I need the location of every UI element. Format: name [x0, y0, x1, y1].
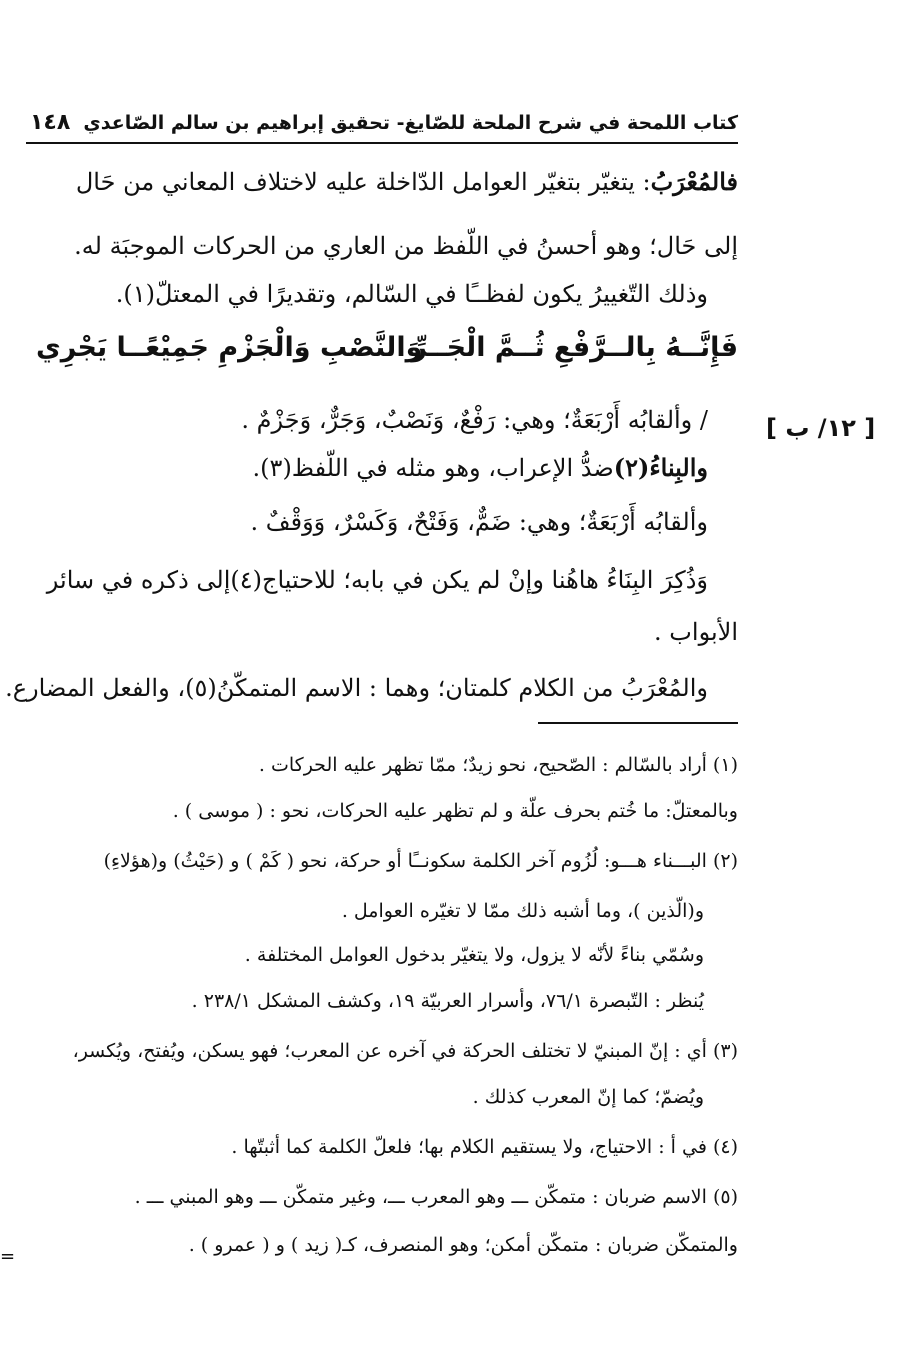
paragraph-line: والمُعْرَبُ من الكلام كلمتان؛ وهما : الاسم المتمكّنُ(٥)، والفعل المضارع.: [5, 674, 708, 702]
footnote-divider: [538, 722, 738, 724]
footnote-line: (٣) أي : إنّ المبنيّ لا تختلف الحركة في آخره عن المعرب؛ فهو يسكن، ويُفتح، ويُكسر،: [72, 1040, 738, 1062]
paragraph-line: إلى حَال؛ وهو أحسنُ في اللّفظ من العاري من الحركات الموجبَة له.: [74, 232, 738, 260]
footnote-line: (١) أراد بالسّالم : الصّحيح، نحو زيدٌ؛ ممّا تظهر عليه الحركات .: [258, 754, 738, 776]
page-number: ١٤٨: [30, 110, 71, 135]
manuscript-folio-marker: [ ١٢/ ب ]: [766, 414, 876, 442]
footnote-line: وبالمعتلّ: ما خُتم بحرف علّة و لم تظهر عليه الحركات، نحو : ( موسى ) .: [172, 800, 738, 822]
paragraph-line: الأبواب .: [654, 618, 738, 646]
continuation-mark: =: [0, 1246, 16, 1267]
header-title: كتاب اللمحة في شرح الملحة للصّايغ- تحقيق إبراهيم بن سالم الصّاعدي: [83, 112, 738, 134]
footnote-line: (٤) في أ : الاحتياج، ولا يستقيم الكلام بها؛ فلعلّ الكلمة كما أثبتّها .: [231, 1136, 738, 1158]
term-mu-rab: فالمُعْرَبُ: [650, 167, 738, 196]
paragraph-line: / وألقابُه أَرْبَعَةٌ؛ وهي: رَفْعٌ، وَنَصْبٌ، وَجَرٌّ، وَجَزْمٌ .: [241, 406, 708, 434]
footnote-line: (٥) الاسم ضربان : متمكّن ـــ وهو المعرب ـــ، وغير متمكّن ـــ وهو المبني ـــ .: [134, 1186, 738, 1208]
verse-hemistich-right: فَإِنَّــهُ بِالــرَّفْعِ ثُــمَّ الْجَــرِّ: [411, 332, 738, 363]
paragraph-line: وذلك التّغييرُ يكون لفظــًا في السّالم، وتقديرًا في المعتلّ(١).: [115, 280, 708, 308]
paragraph-line: [253, 448, 708, 488]
footnote-line: يُنظر : التّبصرة ٧٦/١، وأسرار العربيّة ١٩، وكشف المشكل ٢٣٨/١ .: [191, 990, 704, 1012]
footnote-line: ويُضمّ؛ كما إنّ المعرب كذلك .: [472, 1086, 704, 1108]
paragraph-text: ضدُّ الإعراب، وهو مثله في اللّفظ(٣).: [252, 454, 614, 482]
paragraph-text: : يتغيّر بتغيّر العوامل الدّاخلة عليه لاختلاف المعاني من حَال: [75, 168, 651, 196]
paragraph-line: وَذُكِرَ البِنَاءُ هاهُنا وإنْ لم يكن في بابه؛ للاحتياج(٤)إلى ذكره في سائر: [46, 566, 708, 594]
paragraph-line: وألقابُه أَرْبَعَةٌ؛ وهي: ضَمٌّ، وَفَتْحٌ، وَكَسْرٌ، وَوَقْفٌ .: [250, 508, 708, 536]
footnote-line: والمتمكّن ضربان : متمكّن أمكن؛ وهو المنصرف، كـ( زيد ) و ( عمرو ) .: [188, 1234, 738, 1256]
paragraph-line: [76, 162, 738, 202]
term-binaa: والبِناءُ(٢): [613, 453, 708, 482]
footnote-line: و(الّذين )، وما أشبه ذلك ممّا لا تغيّره العوامل .: [341, 900, 704, 922]
running-header: [26, 110, 738, 144]
footnote-line: (٢) البـــناء هـــو: لُزُوم آخر الكلمة سكونــًا أو حركة، نحو ( كَمْ ) و (حَيْثُ) و(هؤلاءِ): [103, 850, 738, 872]
footnote-line: وسُمّي بناءً لأنّه لا يزول، ولا يتغيّر بدخول العوامل المختلفة .: [244, 944, 704, 966]
verse-hemistich-left: وَالنَّصْبِ وَالْجَزْمِ جَمِيْعًــا يَجْرِي: [36, 332, 423, 363]
